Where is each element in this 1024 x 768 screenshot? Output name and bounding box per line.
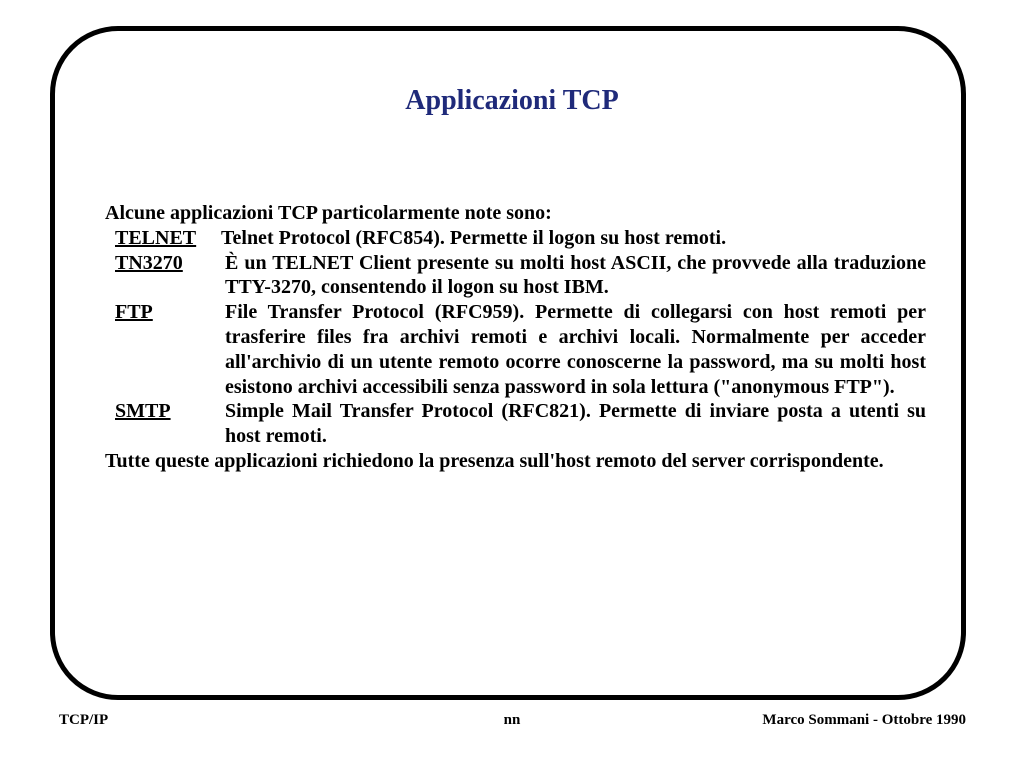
definition-telnet: Telnet Protocol (RFC854). Permette il logon su host remoti. [221,226,727,249]
term-ftp: FTP [115,301,153,324]
definition-tn3270: È un TELNET Client presente su molti host ASCII, che provvede alla traduzione TTY-3270, consentendo il logon su host IBM. [225,251,926,299]
intro-text: Alcune applicazioni TCP particolarmente note sono: [105,202,552,224]
definition-smtp: Simple Mail Transfer Protocol (RFC821). Permette di inviare posta a utenti su host remoti. [225,400,926,448]
term-tn3270: TN3270 [115,251,183,274]
term-telnet: TELNET [115,226,197,249]
entry-smtp [100,399,926,449]
term-smtp: SMTP [115,400,171,423]
definition-ftp: File Transfer Protocol (RFC959). Permette di collegarsi con host remoti per trasferire files fra archivi remoti e archivi locali. Normalmente per acceder all'archivio di un utente remoto ocorre conoscerne la password, ma su molti host esistono archivi accessibili senza password in sola lettura ("anonymous FTP"). [225,301,926,398]
slide-body [100,201,926,474]
slide-title: Applicazioni TCP [405,85,619,116]
entry-ftp [100,300,926,399]
entry-telnet [100,226,926,251]
footer-center: nn [503,712,521,728]
footer-left: TCP/IP [59,712,109,728]
closing-text: Tutte queste applicazioni richiedono la presenza sull'host remoto del server corrispondente. [105,449,884,472]
footer-right: Marco Sommani - Ottobre 1990 [762,712,966,728]
entry-tn3270 [100,251,926,301]
